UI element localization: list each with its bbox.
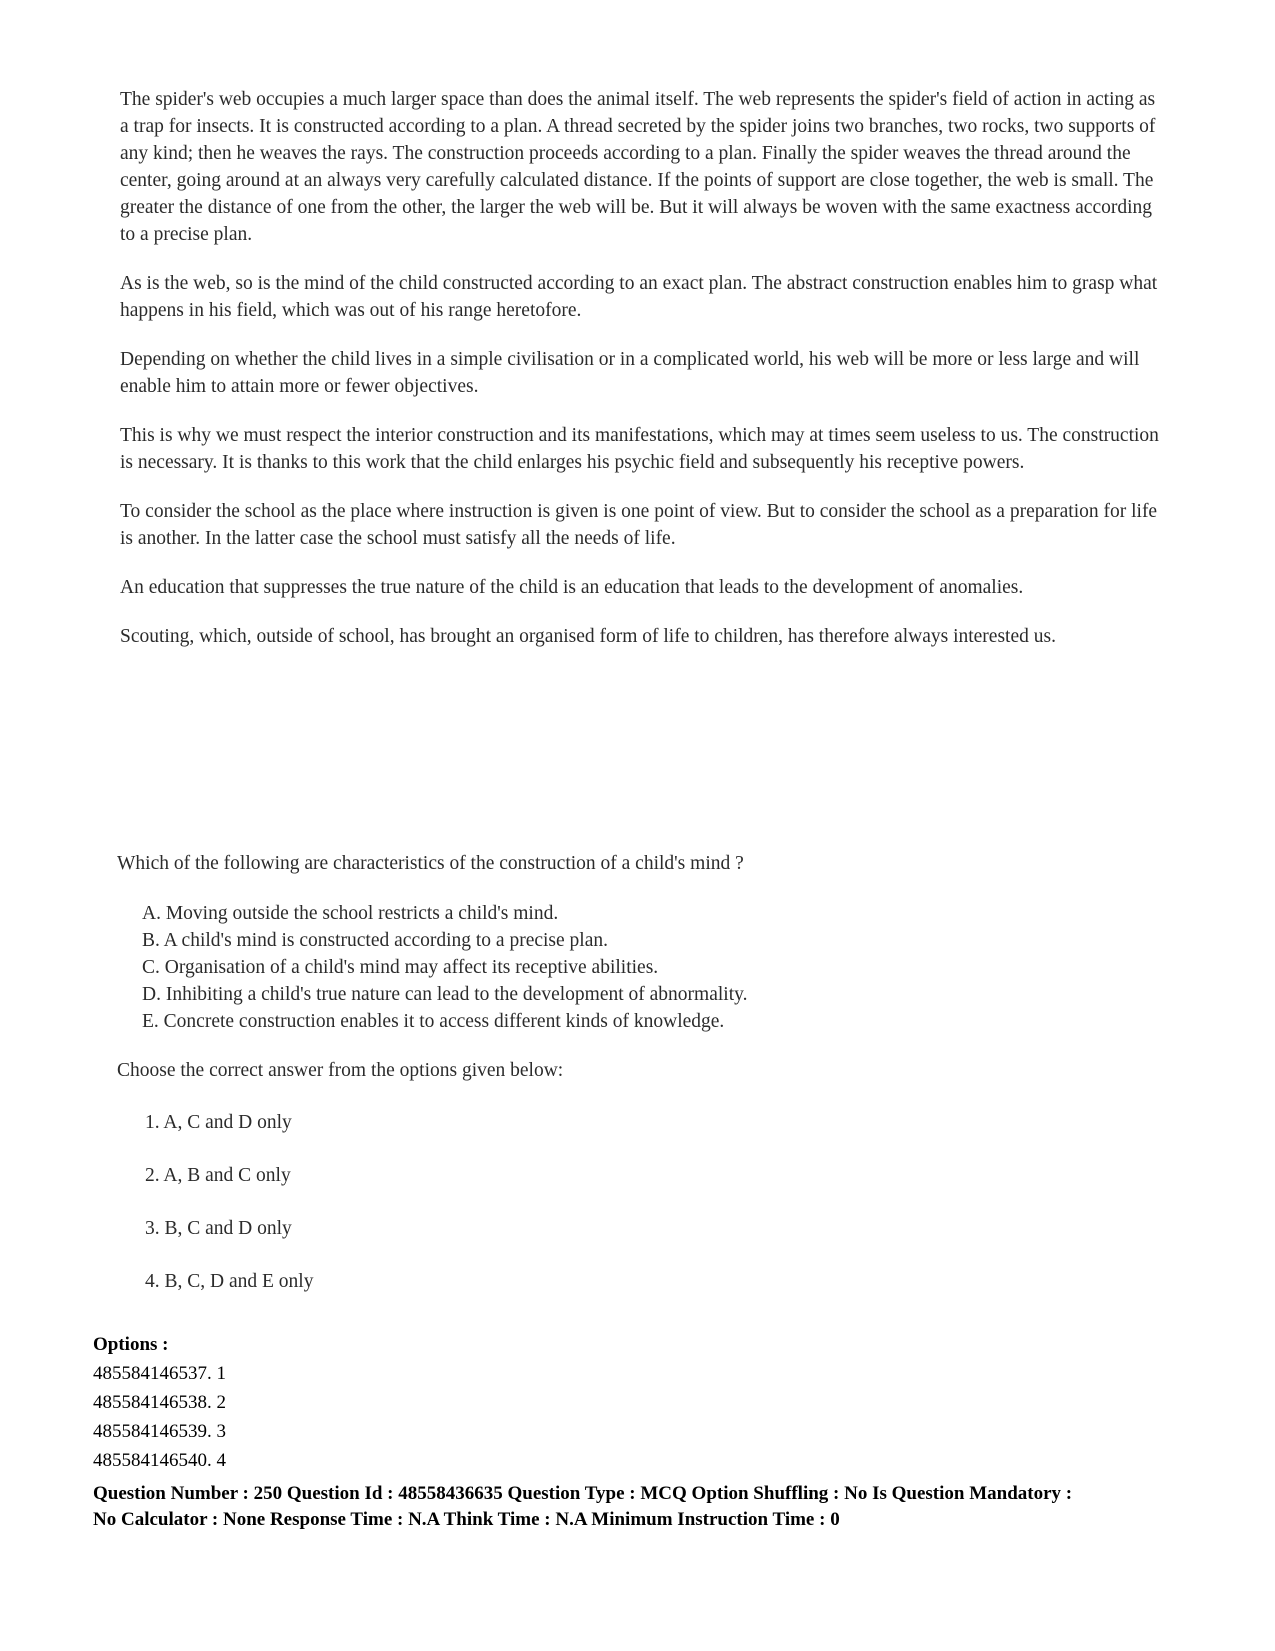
passage-paragraph: To consider the school as the place where instruction is given is one point of view. But to consider the school as a preparation for life is another. In the latter case the school must satisfy all the needs of life. xyxy=(120,501,1158,549)
answer-choice: 1. A, C and D only xyxy=(145,1112,292,1133)
passage-paragraph: An education that suppresses the true nature of the child is an education that leads to the development of anomalies. xyxy=(120,577,1024,598)
answer-list xyxy=(145,1109,1157,1296)
question-block xyxy=(117,850,1157,1321)
metadata-line: Question Number : 250 Question Id : 48558436635 Question Type : MCQ Option Shuffling : No Is Question Mandatory : xyxy=(93,1483,1073,1504)
options-title: Options : xyxy=(93,1334,169,1355)
statement-list xyxy=(142,900,1157,1035)
passage-paragraph: This is why we must respect the interior construction and its manifestations, which may at times seem useless to us. The construction is necessary. It is thanks to this work that the child enlarges his psychic field and subsequently his receptive powers. xyxy=(120,425,1159,473)
option-id-row: 485584146539. 3 xyxy=(93,1421,226,1442)
passage xyxy=(120,86,1160,672)
option-id-row: 485584146538. 2 xyxy=(93,1392,226,1413)
passage-paragraph: Scouting, which, outside of school, has brought an organised form of life to children, has therefore always interested us. xyxy=(120,626,1056,647)
metadata-line: No Calculator : None Response Time : N.A Think Time : N.A Minimum Instruction Time : 0 xyxy=(93,1509,840,1530)
passage-paragraph: The spider's web occupies a much larger space than does the animal itself. The web represents the spider's field of action in acting as a trap for insects. It is constructed according to a plan. A thread secreted by the spider joins two branches, two rocks, two supports of any kind; then he weaves the rays. The construction proceeds according to a plan. Finally the spider weaves the thread around the center, going around at an always very carefully calculated distance. If the points of support are close together, the web is small. The greater the distance of one from the other, the larger the web will be. But it will always be woven with the same exactness according to a precise plan. xyxy=(120,89,1156,245)
options-block xyxy=(93,1330,226,1475)
answer-choice: 2. A, B and C only xyxy=(145,1165,291,1186)
option-id-row: 485584146537. 1 xyxy=(93,1363,226,1384)
option-id-row: 485584146540. 4 xyxy=(93,1450,226,1471)
statement-item: D. Inhibiting a child's true nature can lead to the development of abnormality. xyxy=(142,984,748,1005)
statement-item: A. Moving outside the school restricts a child's mind. xyxy=(142,903,559,924)
statement-item: E. Concrete construction enables it to access different kinds of knowledge. xyxy=(142,1011,725,1032)
question-metadata xyxy=(93,1481,1203,1533)
statement-item: B. A child's mind is constructed according to a precise plan. xyxy=(142,930,608,951)
answer-choice: 4. B, C, D and E only xyxy=(145,1271,314,1292)
question-text: Which of the following are characteristics of the construction of a child's mind ? xyxy=(117,853,744,874)
passage-paragraph: As is the web, so is the mind of the child constructed according to an exact plan. The abstract construction enables him to grasp what happens in his field, which was out of his range heretofore. xyxy=(120,273,1158,321)
passage-paragraph: Depending on whether the child lives in a simple civilisation or in a complicated world, his web will be more or less large and will enable him to attain more or fewer objectives. xyxy=(120,349,1140,397)
answer-instruction: Choose the correct answer from the options given below: xyxy=(117,1060,564,1081)
statement-item: C. Organisation of a child's mind may affect its receptive abilities. xyxy=(142,957,659,978)
answer-choice: 3. B, C and D only xyxy=(145,1218,292,1239)
